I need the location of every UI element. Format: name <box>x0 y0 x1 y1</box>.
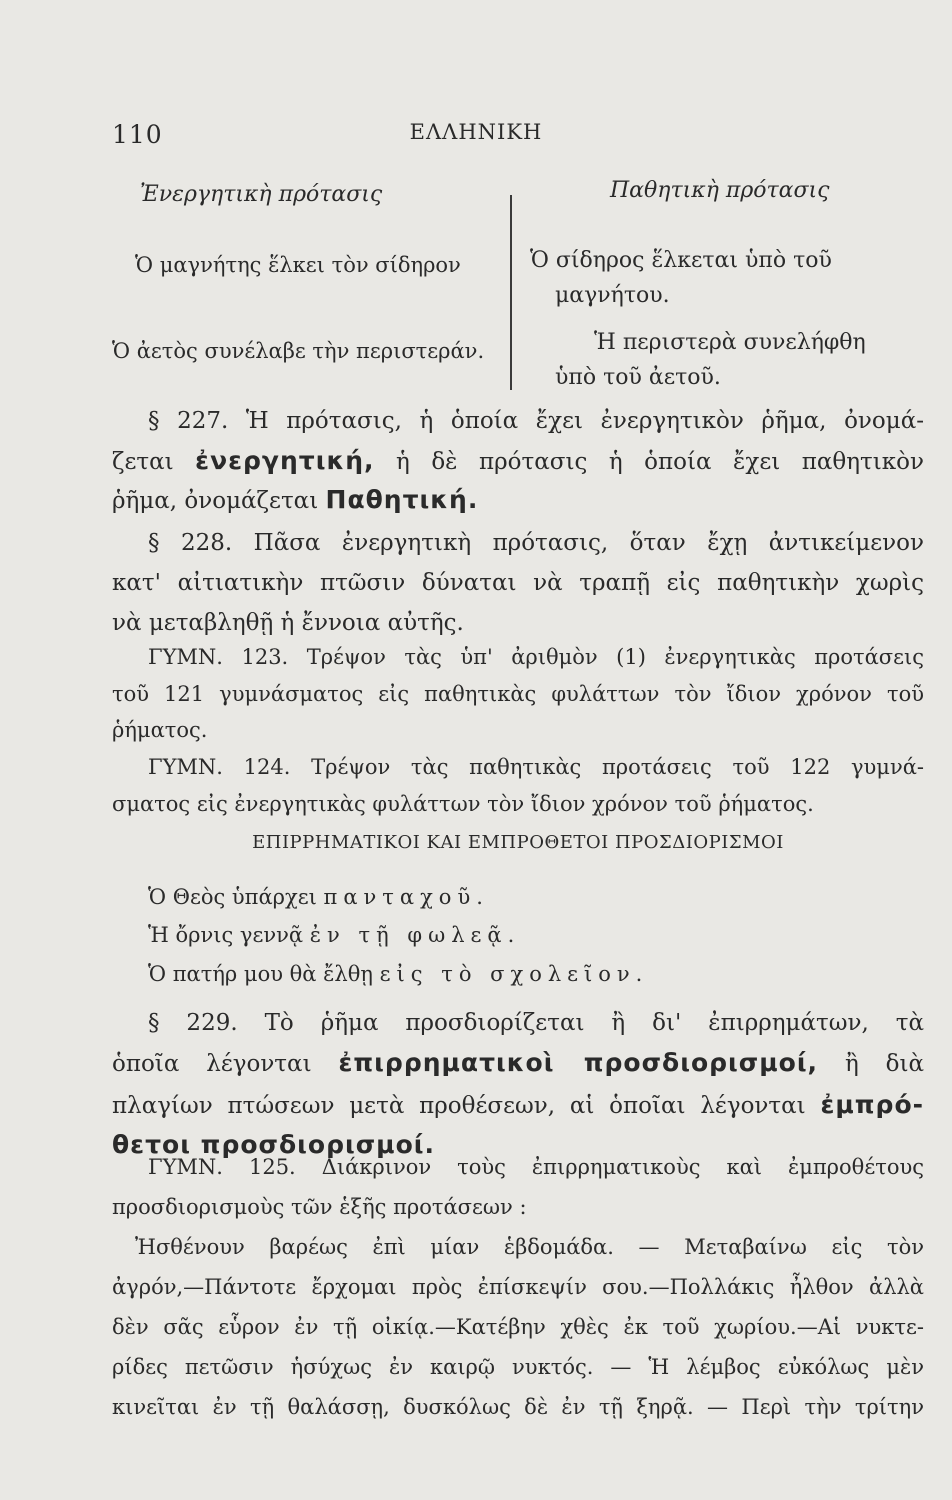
term-adverbial: ἐπιρρηματικοὶ προσδιορισμοί, <box>338 1048 819 1077</box>
ex124-line-1: ΓΥΜΝ. 124. Τρέψον τὰς παθητικὰς προτάσεις τοῦ 122 γυμνά- <box>148 755 924 779</box>
example-2-text: Ἡ ὄρνις γεννᾷ <box>148 923 304 947</box>
section-heading: ΕΠΙΡΡΗΜΑΤΙΚΟΙ ΚΑΙ ΕΜΠΡΟΘΕΤΟΙ ΠΡΟΣΔΙΟΡΙΣΜΟΙ <box>252 832 784 853</box>
ex125-line-7: κινεῖται ἐν τῇ θαλάσσῃ, δυσκόλως δὲ ἐν τῇ ξηρᾷ. — Περὶ τὴν τρίτην <box>112 1395 924 1419</box>
s228-line-3: νὰ μεταβληθῇ ἡ ἔννοια αὐτῆς. <box>112 610 464 636</box>
active-column-heading: Ἐνεργητικὴ πρότασις <box>140 182 383 207</box>
s227-text-b: ἡ δὲ πρότασις ἡ ὁποία ἔχει παθητικὸν <box>396 449 924 475</box>
example-1-spaced: πανταχοῦ. <box>323 885 489 909</box>
active-example-2: Ὁ ἀετὸς συνέλαβε τὴν περιστεράν. <box>112 339 485 363</box>
s228-line-2: κατ' αἰτιατικὴν πτῶσιν δύναται νὰ τραπῇ εἰς παθητικὴν χωρὶς <box>112 570 924 596</box>
s229-text-b: ἢ διὰ <box>844 1051 925 1077</box>
passive-column-heading: Παθητικὴ πρότασις <box>610 178 830 203</box>
term-passive: Παθητική. <box>325 485 479 514</box>
s229-text-c: πλαγίων πτώσεων μετὰ προθέσεων, αἱ ὁποῖαι λέγονται <box>112 1093 806 1119</box>
s227-line-2 <box>112 446 924 475</box>
passive-example-1a: Ὁ σίδηρος ἕλκεται ὑπὸ τοῦ <box>530 248 832 273</box>
example-3-text: Ὁ πατήρ μου θὰ ἔλθῃ <box>148 962 373 986</box>
ex123-line-2: τοῦ 121 γυμνάσματος εἰς παθητικὰς φυλάττων τὸν ἴδιον χρόνον τοῦ <box>112 682 924 706</box>
passive-example-2a: Ἡ περιστερὰ συνελήφθη <box>594 330 866 355</box>
running-title: ΕΛΛΗΝΙΚΗ <box>409 120 543 144</box>
ex125-line-6: ρίδες πετῶσιν ἡσύχως ἐν καιρῷ νυκτός. — Ἡ λέμβος εὐκόλως μὲν <box>112 1355 924 1379</box>
s227-line-1: § 227. Ἡ πρότασις, ἡ ὁποία ἔχει ἐνεργητικὸν ῥῆμα, ὀνομά- <box>148 408 924 434</box>
term-active: ἐνεργητική, <box>195 446 375 475</box>
term-prepositional-b: θετοι προσδιορισμοί. <box>112 1130 435 1159</box>
s229-line-2 <box>112 1048 924 1077</box>
s227-text-a: ζεται <box>112 449 174 475</box>
page-number: 110 <box>112 120 163 149</box>
ex123-line-1: ΓΥΜΝ. 123. Τρέψον τὰς ὑπ' ἀριθμὸν (1) ἐνεργητικὰς προτάσεις <box>148 645 924 669</box>
passive-example-1b: μαγνήτου. <box>555 283 670 308</box>
ex124-line-2: σματος εἰς ἐνεργητικὰς φυλάττων τὸν ἴδιον χρόνον τοῦ ῥήματος. <box>112 792 814 816</box>
s227-text-c: ῥῆμα, ὀνομάζεται <box>112 488 319 514</box>
ex125-line-2: προσδιορισμοὺς τῶν ἑξῆς προτάσεων : <box>112 1195 527 1219</box>
column-divider <box>510 195 512 390</box>
ex125-line-4: ἀγρόν,—Πάντοτε ἔρχομαι πρὸς ἐπίσκεψίν σου.—Πολλάκις ἦλθον ἀλλὰ <box>112 1275 924 1299</box>
adverbial-example-3 <box>148 962 952 986</box>
ex125-line-3: Ἠσθένουν βαρέως ἐπὶ μίαν ἑβδομάδα. — Μεταβαίνω εἰς τὸν <box>135 1235 924 1259</box>
adverbial-example-2 <box>148 923 952 947</box>
s229-line-1: § 229. Τὸ ῥῆμα προσδιορίζεται ἢ δι' ἐπιρρημάτων, τὰ <box>148 1010 924 1036</box>
active-example-1: Ὁ μαγνήτης ἕλκει τὸν σίδηρον <box>135 253 461 277</box>
example-1-text: Ὁ Θεὸς ὑπάρχει <box>148 885 317 909</box>
s229-line-3 <box>112 1090 924 1119</box>
s228-line-1: § 228. Πᾶσα ἐνεργητικὴ πρότασις, ὅταν ἔχῃ ἀντικείμενον <box>148 530 924 556</box>
example-3-spaced: εἰς τὸ σχολεῖον. <box>379 962 649 986</box>
term-prepositional-a: ἐμπρό- <box>820 1090 925 1119</box>
ex123-line-3: ῥήματος. <box>112 718 208 742</box>
ex125-line-5: δὲν σᾶς εὗρον ἐν τῇ οἰκίᾳ.—Κατέβην χθὲς ἐκ τοῦ χωρίου.—Αἱ νυκτε- <box>112 1315 924 1339</box>
s229-text-a: ὁποῖα λέγονται <box>112 1051 312 1077</box>
s227-line-3 <box>112 485 924 514</box>
example-2-spaced: ἐν τῇ φωλεᾷ. <box>309 923 521 947</box>
adverbial-example-1 <box>148 885 952 909</box>
passive-example-2b: ὑπὸ τοῦ ἀετοῦ. <box>555 365 721 390</box>
ex125-line-1: ΓΥΜΝ. 125. Διάκρινον τοὺς ἐπιρρηματικοὺς καὶ ἐμπροθέτους <box>148 1155 924 1179</box>
